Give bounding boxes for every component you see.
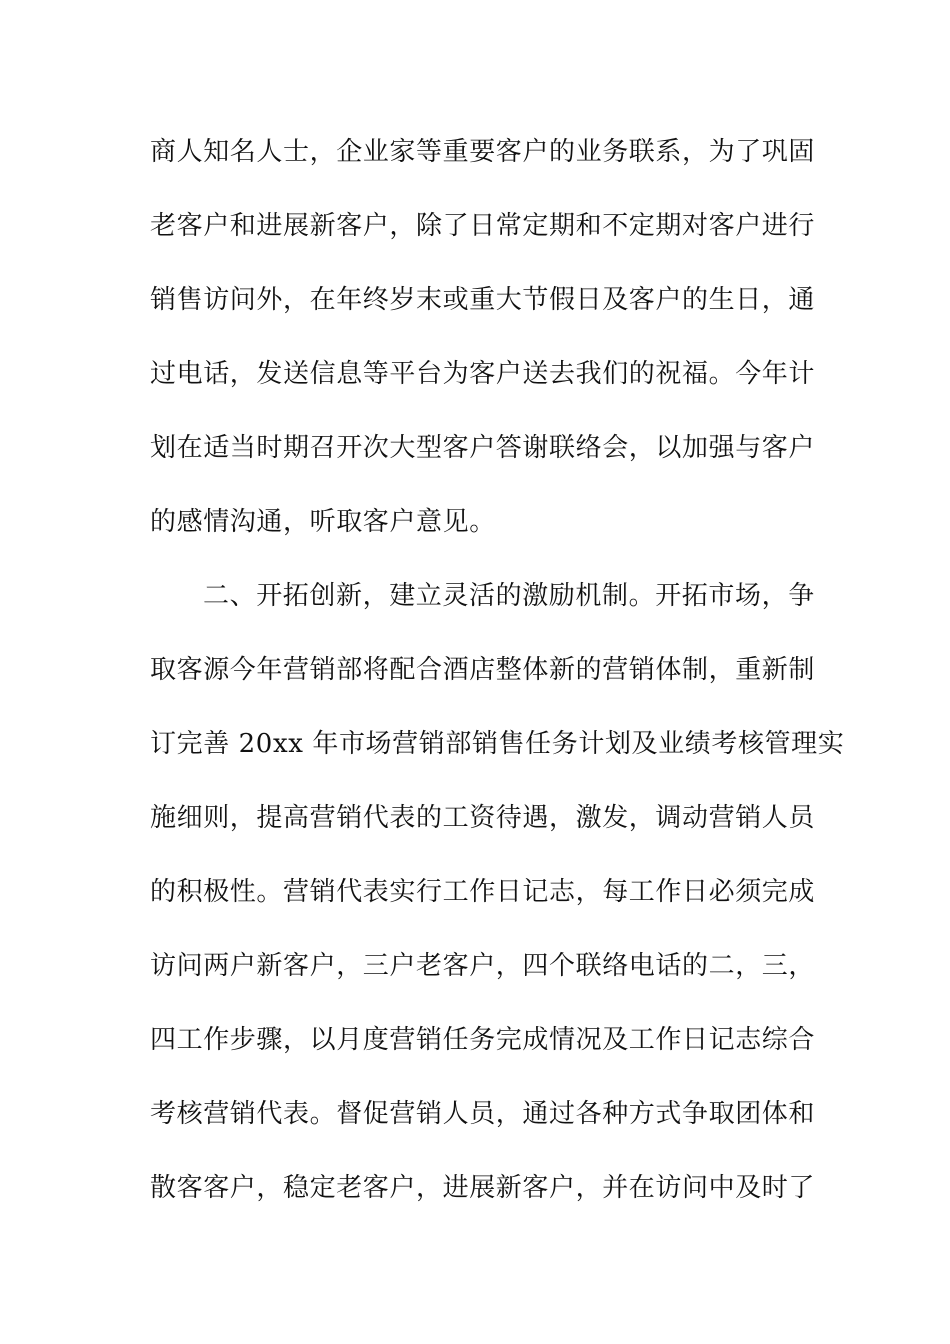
- text-line: 的感情沟通，听取客户意见。: [150, 507, 496, 537]
- body-text: [150, 128, 845, 1238]
- text-line: 考核营销代表。督促营销人员，通过各种方式争取团体和: [150, 1099, 816, 1129]
- text-line: 订完善 20xx 年市场营销部销售任务计划及业绩考核管理实: [150, 729, 845, 759]
- text-line: 访问两户新客户，三户老客户，四个联络电话的二，三，: [150, 951, 816, 981]
- text-line: 划在适当时期召开次大型客户答谢联络会，以加强与客户: [150, 433, 816, 463]
- text-line: 老客户和进展新客户，除了日常定期和不定期对客户进行: [150, 211, 816, 241]
- text-line: 取客源今年营销部将配合酒店整体新的营销体制，重新制: [150, 655, 816, 685]
- text-line: 四工作步骤，以月度营销任务完成情况及工作日记志综合: [150, 1025, 816, 1055]
- paragraph-start-line: 二、开拓创新，建立灵活的激励机制。开拓市场，争: [203, 581, 815, 611]
- text-line: 商人知名人士，企业家等重要客户的业务联系，为了巩固: [150, 137, 816, 167]
- text-line: 施细则，提高营销代表的工资待遇，激发，调动营销人员: [150, 803, 816, 833]
- text-line: 的积极性。营销代表实行工作日记志，每工作日必须完成: [150, 877, 816, 907]
- text-line: 散客客户，稳定老客户，进展新客户，并在访问中及时了: [150, 1173, 816, 1203]
- text-line: 过电话，发送信息等平台为客户送去我们的祝福。今年计: [150, 359, 816, 389]
- text-line: 销售访问外，在年终岁末或重大节假日及客户的生日，通: [150, 285, 816, 315]
